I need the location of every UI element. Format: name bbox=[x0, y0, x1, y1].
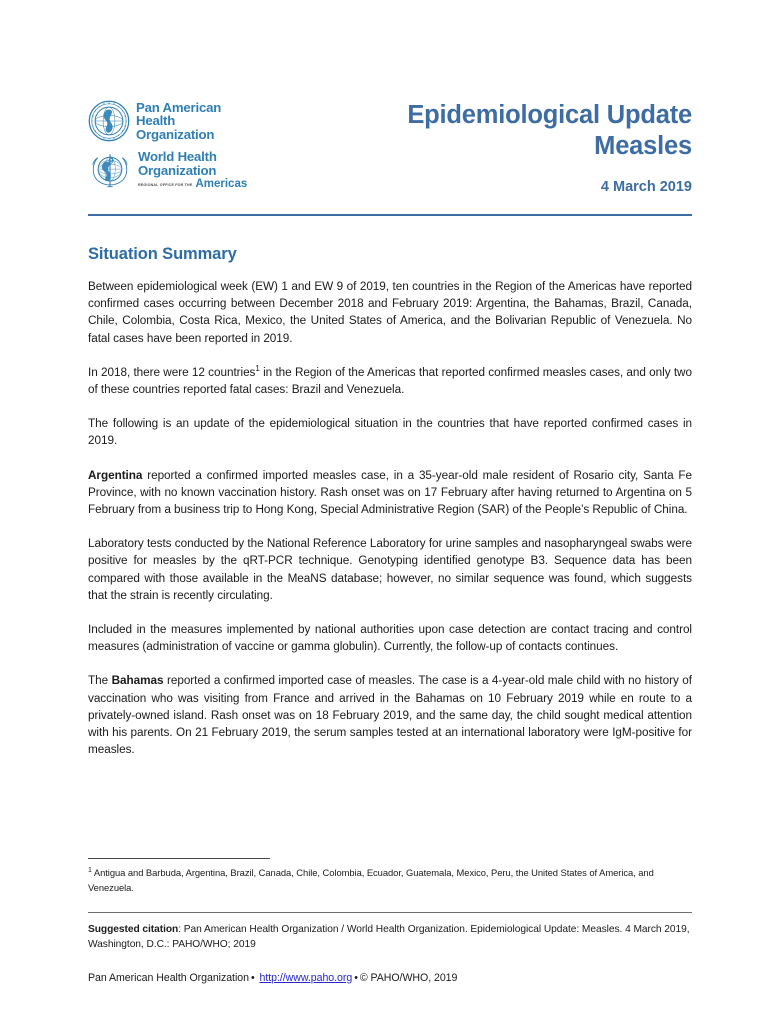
paho-logo bbox=[88, 100, 288, 142]
section-heading-situation-summary: Situation Summary bbox=[88, 245, 237, 263]
who-logo-line-2: Organization bbox=[138, 163, 217, 178]
page-title-line-2: Measles bbox=[594, 132, 692, 160]
footer-separator-1: • bbox=[250, 971, 255, 984]
country-lead-argentina: Argentina bbox=[88, 468, 143, 482]
footnote-1-text: Antigua and Barbuda, Argentina, Brazil, Canada, Chile, Colombia, Ecuador, Guatemala, Mexico, Peru, the United States of America, and Venezuela. bbox=[88, 867, 654, 893]
who-logo bbox=[88, 148, 288, 192]
footnote-area bbox=[88, 858, 692, 895]
footer-website-link[interactable]: http://www.paho.org bbox=[259, 971, 353, 984]
page-title-line-1: Epidemiological Update bbox=[407, 101, 692, 129]
paragraph-summary-2018 bbox=[88, 364, 692, 398]
document-body bbox=[88, 245, 692, 758]
footnote-divider bbox=[88, 858, 270, 859]
paragraph-bahamas-pre: The bbox=[88, 674, 112, 688]
footnote-1 bbox=[88, 866, 692, 895]
page-title bbox=[288, 100, 692, 162]
paho-logo-text bbox=[136, 101, 221, 142]
title-block bbox=[288, 98, 692, 195]
who-logo-line-1: World Health bbox=[138, 149, 217, 165]
who-region-name: Americas bbox=[195, 177, 248, 190]
paragraph-bahamas-case-text: reported a confirmed imported case of measles. The case is a 4-year-old male child with no history of vaccination who was visiting from France and arrived in the Bahamas on 10 February 2019 while en route to a privately-owned island. Rash onset was on 18 February 2019, and the same day, the child sought medical attention with his parents. On 21 February 2019, the serum samples tested at an international laboratory were IgM-positive for measles. bbox=[88, 674, 693, 757]
paragraph-argentina-case bbox=[88, 467, 692, 519]
footer-organization: Pan American Health Organization bbox=[88, 971, 249, 984]
suggested-citation-label: Suggested citation bbox=[88, 924, 179, 936]
header-divider bbox=[88, 214, 692, 216]
paragraph-argentina-case-text: reported a confirmed imported measles case, in a 35-year-old male resident of Rosario city, Santa Fe Province, with no known vaccination history. Rash onset was on 17 February after having returned to Argentina on 5 February from a business trip to Hong Kong, Special Administrative Region (SAR) of the People’s Republic of China. bbox=[88, 468, 692, 517]
paho-logo-line-3: Organization bbox=[136, 126, 215, 142]
who-emblem-icon bbox=[88, 148, 132, 192]
paragraph-summary-countries: Between epidemiological week (EW) 1 and EW 9 of 2019, ten countries in the Region of the Americas have reported confirmed cases occurring between December 2018 and February 2019: Argentina, the Bahamas, Brazil, Canada, Chile, Colombia, Costa Rica, Mexico, the United States of America, and the Bolivarian Republic of Venezuela. No fatal cases have been reported in 2019. bbox=[88, 280, 692, 345]
suggested-citation-text: : Pan American Health Organization / World Health Organization. Epidemiological Update: Measles. 4 March 2019, Washington, D.C.: PAHO/WHO; 2019 bbox=[88, 924, 690, 951]
suggested-citation bbox=[88, 922, 692, 952]
who-logo-text bbox=[138, 150, 247, 189]
paho-logo-line-1: Pan American bbox=[136, 99, 222, 115]
who-regional-office-label: REGIONAL OFFICE FOR THE bbox=[138, 182, 193, 187]
document-header bbox=[88, 98, 692, 210]
document-date: 4 March 2019 bbox=[600, 179, 692, 195]
paragraph-argentina-lab: Laboratory tests conducted by the National Reference Laboratory for urine samples and nasopharyngeal swabs were positive for measles by the qRT-PCR technique. Genotyping identified genotype B3. Sequence data has been compared with those available in the MeaNS database; however, no similar sequence was found, which suggests that the strain is recently circulating. bbox=[88, 537, 692, 602]
paragraph-summary-2018-pre: In 2018, there were 12 countries bbox=[88, 365, 256, 379]
paragraph-summary-following: The following is an update of the epidemiological situation in the countries that have reported confirmed cases in 2019. bbox=[88, 417, 692, 448]
paragraph-summary-2018-post: in the Region of the Americas that reported confirmed measles cases, and only two of these countries reported fatal cases: Brazil and Venezuela. bbox=[88, 365, 692, 397]
footer-separator-2: • bbox=[354, 971, 358, 984]
citation-divider bbox=[88, 912, 692, 913]
paragraph-bahamas-case bbox=[88, 672, 692, 758]
paho-logo-line-2: Health bbox=[136, 113, 176, 129]
paragraph-argentina-measures: Included in the measures implemented by national authorities upon case detection are contact tracing and control measures (administration of vaccine or gamma globulin). Currently, the follow-up of contacts continues. bbox=[88, 623, 692, 654]
organization-logos bbox=[88, 98, 288, 192]
citation-area bbox=[88, 912, 692, 986]
footer-copyright: © PAHO/WHO, 2019 bbox=[359, 971, 458, 984]
country-lead-bahamas: Bahamas bbox=[111, 674, 164, 688]
footnote-reference-1: 1 bbox=[255, 363, 260, 373]
paho-emblem-icon bbox=[88, 100, 130, 142]
footnote-marker-1: 1 bbox=[88, 867, 92, 875]
page-footer bbox=[88, 971, 692, 986]
